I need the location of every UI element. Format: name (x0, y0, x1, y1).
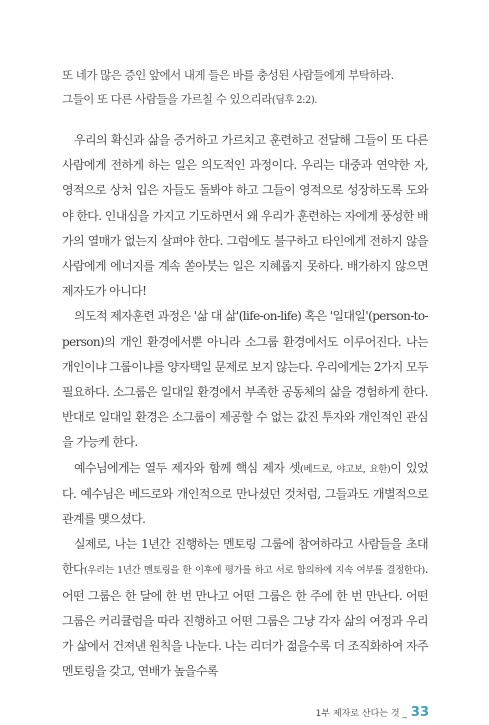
page-footer (316, 705, 429, 720)
quote-reference: (딤후 2:2). (271, 95, 317, 106)
paragraph-4-parenthetical: (우리는 1년간 멘토링을 한 이후에 평가를 하고 서로 합의하에 지속 여부를 결정한다) (83, 565, 425, 577)
paragraph-4 (62, 532, 428, 684)
footer-section-title: 1부 제자로 산다는 것 _ (315, 709, 407, 719)
paragraph-4-main: 실제로, 나는 1년간 진행하는 멘토링 그룹에 참여하라고 사람들을 초대한다 (62, 537, 428, 577)
body-text (62, 128, 428, 684)
paragraph-3-rest: 이 있었다. 예수님은 베드로와 개인적으로 만나셨던 것처럼, 그들과도 개별적으로 관계를 맺으셨다. (62, 460, 428, 527)
quote-line-1: 또 네가 많은 증인 앞에서 내게 들은 바를 충성된 사람들에게 부탁하라. (62, 68, 394, 82)
quote-line-2-text: 그들이 또 다른 사람들을 가르칠 수 있으리라 (62, 92, 272, 106)
paragraph-3 (62, 456, 428, 533)
paragraph-3-parenthetical: (베드로, 야고보, 요한) (300, 463, 391, 475)
page-number: 33 (410, 705, 429, 720)
bible-quote (62, 63, 442, 113)
quote-line-2 (62, 87, 442, 113)
paragraph-1: 우리의 확신과 삶을 증거하고 가르치고 훈련하고 전달해 그들이 또 다른 사람에게 전하게 하는 일은 의도적인 과정이다. 우리는 대중과 연약한 자, 영적으로 상처 입은 자들도 돌봐야 하고 그들이 영적으로 성장하도록 도와야 한다. 인내심을 가지고 기도하면서 왜 우리가 훈련하는 자에게 풍성한 배가의 열매가 없는지 살펴야 한다. 그럼에도 불구하고 타인에게 전하지 않을 사람에게 에너지를 계속 쏟아붓는 일은 지혜롭지 못하다. 배가하지 않으면 제자도가 아니다! (62, 133, 428, 299)
paragraph-3-main: 예수님에게는 열두 제자와 함께 핵심 제자 셋 (74, 460, 301, 475)
paragraph-2: 의도적 제자훈련 과정은 '삶 대 삶'(life-on-life) 혹은 '일대일'(person-to-person)의 개인 환경에서뿐 아니라 소그룹 환경에서도 이루어진다. 나는 개인이냐 그룹이냐를 양자택일 문제로 보지 않는다. 우리에게는 2가지 모두 필요하다. 소그룹은 일대일 환경에서 부족한 공동체의 삶을 경험하게 한다. 반대로 일대일 환경은 소그룹이 제공할 수 없는 값진 투자와 개인적인 관심을 가능케 한다. (62, 309, 428, 450)
paragraph-4-rest: . 어떤 그룹은 한 달에 한 번 만나고 어떤 그룹은 한 주에 한 번 만난다. 어떤 그룹은 커리큘럼을 따라 진행하고 어떤 그룹은 그냥 각자 삶의 여정과 우리가 삶에서 건져낸 원칙을 나눈다. 나는 리더가 젊을수록 더 조직화하여 자주 멘토링을 갖고, 연배가 높을수록 (62, 562, 428, 679)
